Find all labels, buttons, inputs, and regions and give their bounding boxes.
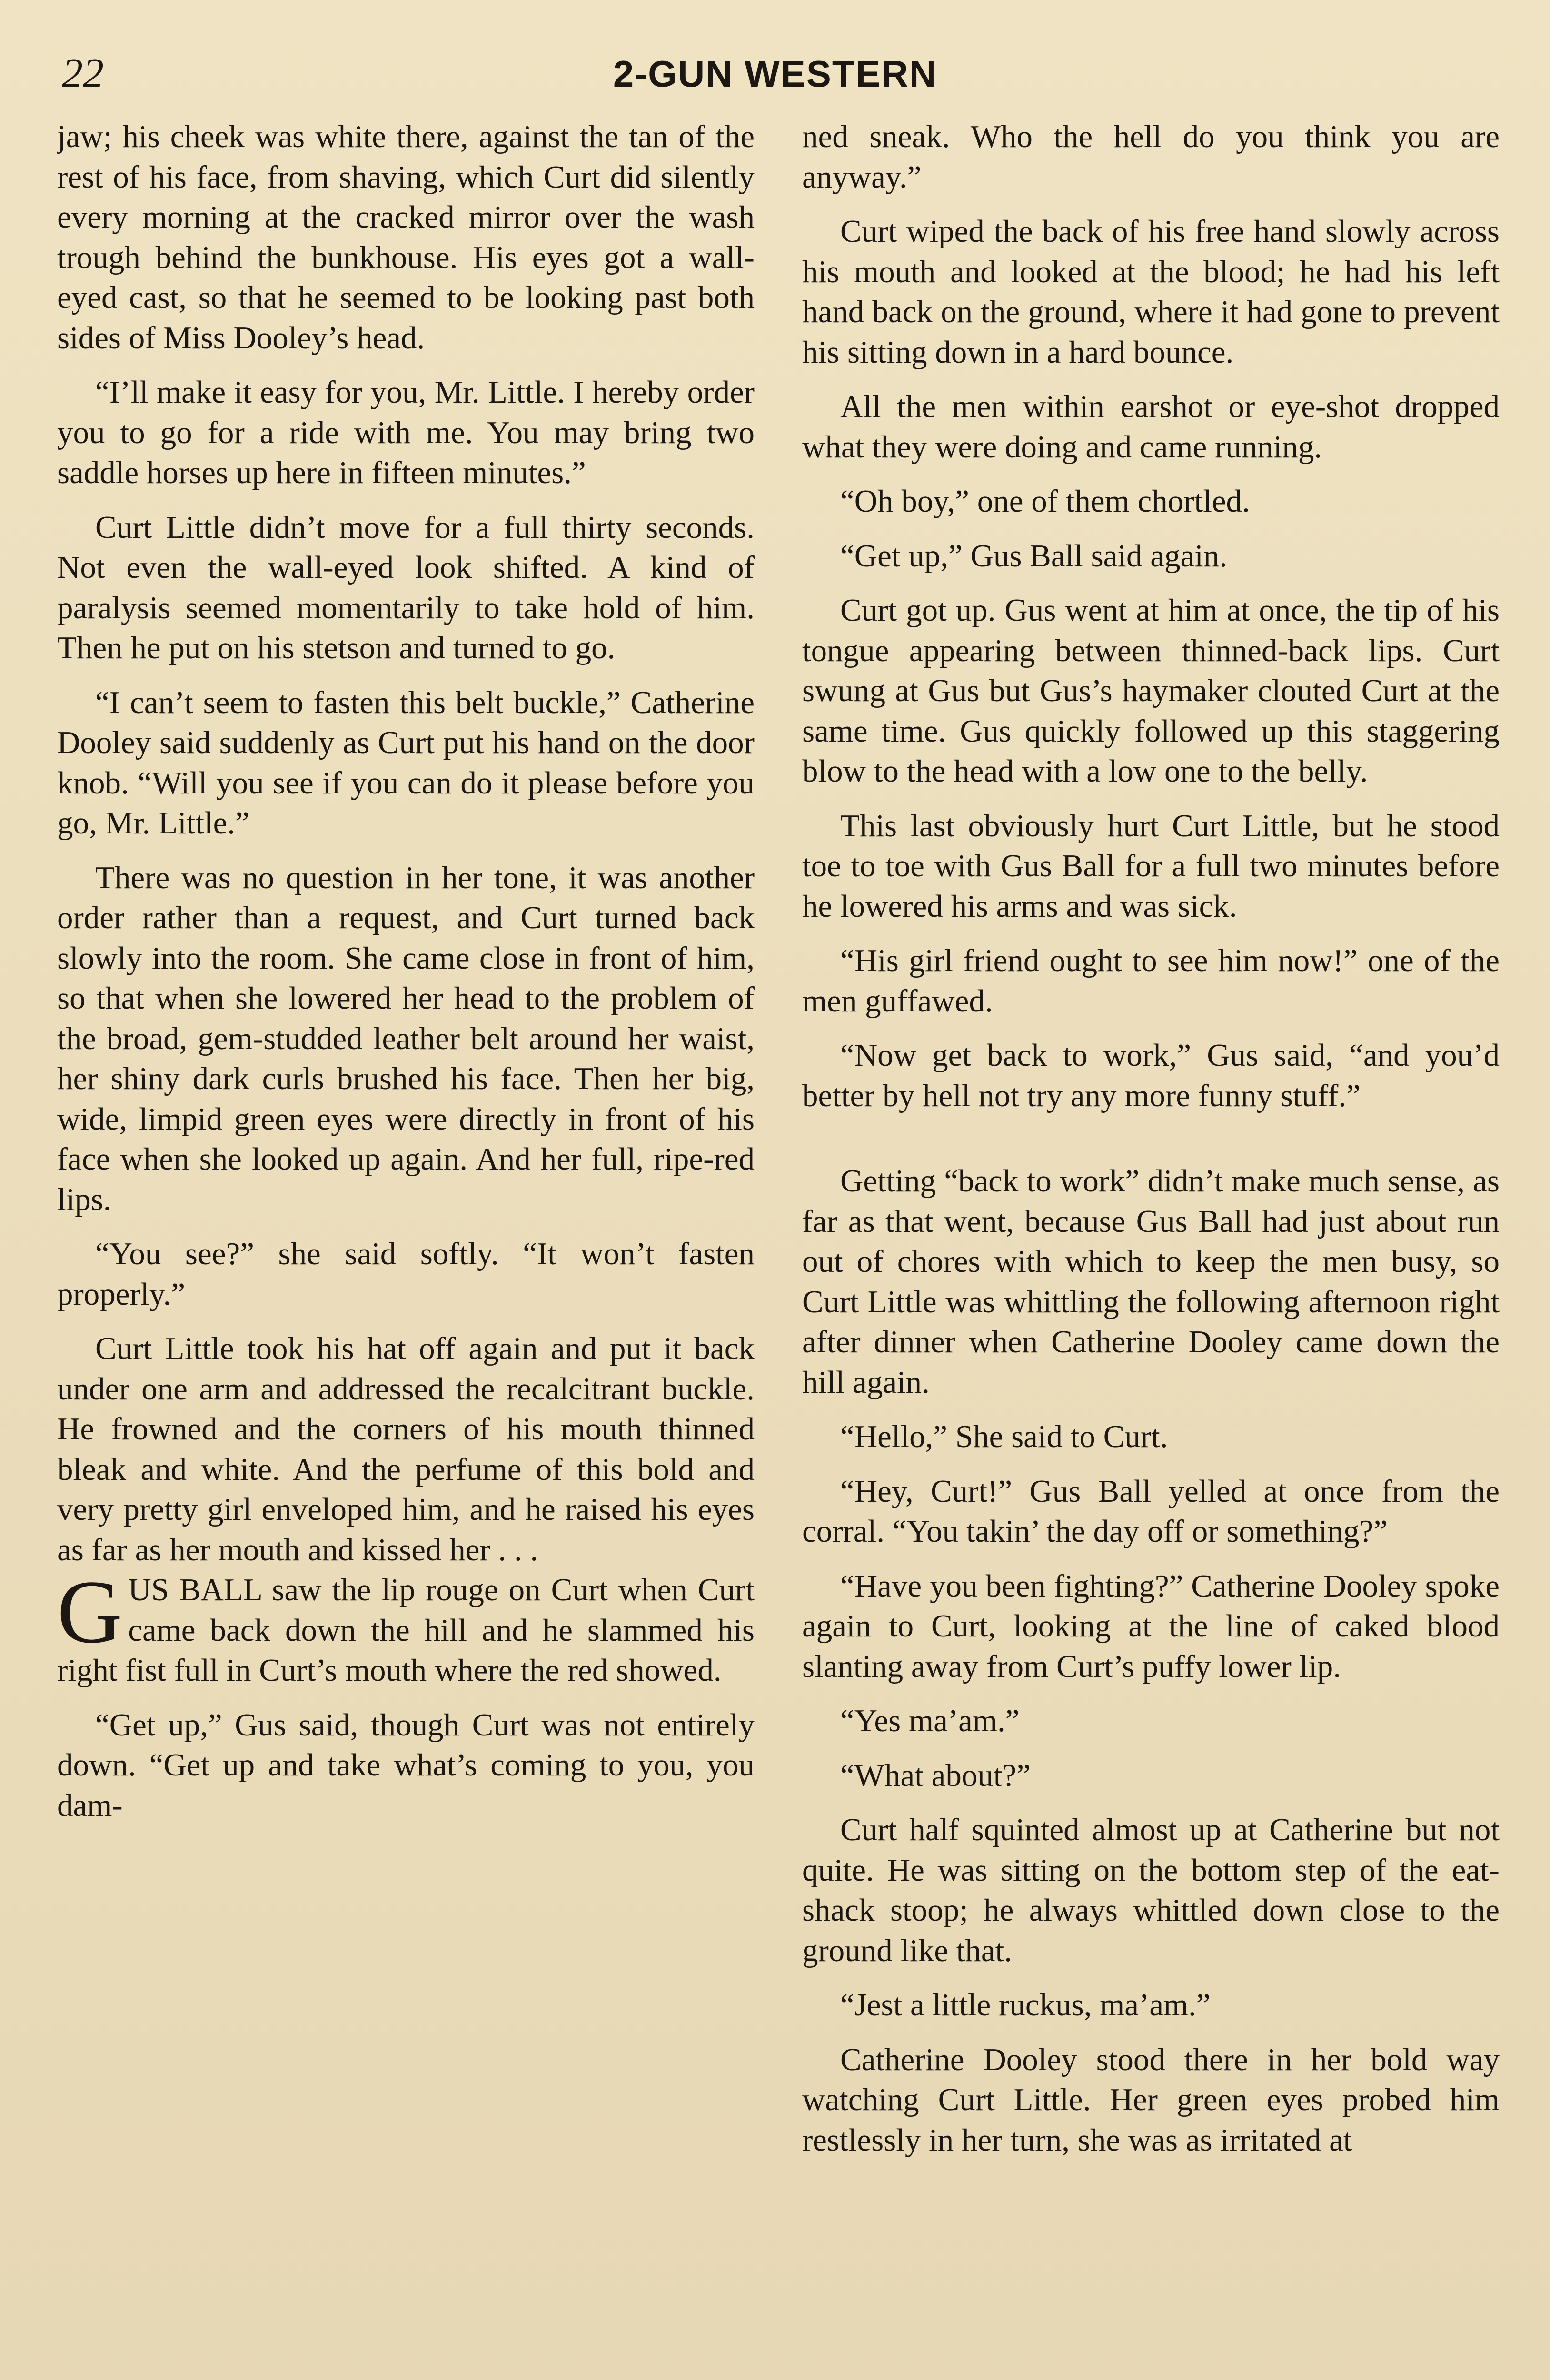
paragraph: Curt Little didn’t move for a full thirty seconds. Not even the wall-eyed look shifted. A kind of paralysis seemed momentarily to take hold of him. Then he put on his stetson and turned to go. (57, 509, 755, 665)
paragraph: “Oh boy,” one of them chortled. (840, 484, 1250, 519)
paragraph: There was no question in her tone, it was another order rather than a request, and Curt turned back slowly into the room. She came close in front of him, so that when she lowered her head to the problem of the broad, gem-studded leather belt around her waist, her shiny dark curls brushed his face. Then her big, wide, limpid green eyes were directly in front of his face when she looked up again. And her full, ripe-red lips. (57, 860, 755, 1217)
paragraph: Getting “back to work” didn’t make much sense, as far as that went, because Gus Ball had just about run out of chores with which to keep the men busy, so Curt Little was whittling the following afternoon right after dinner when Catherine Dooley came down the hill again. (802, 1163, 1500, 1400)
paragraph: “Get up,” Gus Ball said again. (840, 538, 1228, 574)
paragraph: “Yes ma’am.” (840, 1703, 1020, 1738)
paragraph: “What about?” (840, 1757, 1031, 1793)
left-column (57, 117, 755, 2380)
paragraph: “Get up,” Gus said, though Curt was not entirely down. “Get up and take what’s coming to you, you dam- (57, 1707, 755, 1823)
paragraph: ned sneak. Who the hell do you think you are anyway.” (802, 119, 1500, 195)
paragraph: “I’ll make it easy for you, Mr. Little. I hereby order you to go for a ride with me. You may bring two saddle horses up here in fifteen minutes.” (57, 375, 755, 490)
section-opening-paragraph (57, 1562, 755, 1691)
paragraph: Curt half squinted almost up at Catherine but not quite. He was sitting on the bottom step of the eat-shack stoop; he always whittled down close to the ground like that. (802, 1812, 1500, 1968)
page-header (0, 48, 1550, 100)
magazine-title: 2-GUN WESTERN (613, 53, 937, 95)
text-columns (57, 117, 1500, 2380)
right-column (802, 117, 1500, 2380)
paragraph: “Hello,” She said to Curt. (840, 1419, 1168, 1454)
paragraph: “Have you been fighting?” Catherine Dooley spoke again to Curt, looking at the line of caked blood slanting away from Curt’s puffy lower lip. (802, 1568, 1500, 1684)
paragraph: jaw; his cheek was white there, against the tan of the rest of his face, from shaving, which Curt did silently every morning at the cracked mirror over the wash trough behind the bunkhouse. His eyes got a wall-eyed cast, so that he seemed to be looking past both sides of Miss Dooley’s head. (57, 119, 755, 356)
paragraph: “Now get back to work,” Gus said, “and you’d better by hell not try any more funny stuff.” (802, 1038, 1500, 1113)
paragraph: “Hey, Curt!” Gus Ball yelled at once from the corral. “You takin’ the day off or something?” (802, 1473, 1500, 1549)
paragraph: “His girl friend ought to see him now!” one of the men guffawed. (802, 943, 1500, 1019)
paragraph: Curt Little took his hat off again and put it back under one arm and addressed the recalcitrant buckle. He frowned and the corners of his mouth thinned bleak and white. And the perfume of this bold and very pretty girl enveloped him, and he raised his eyes as far as her mouth and kissed her . . . (57, 1331, 755, 1567)
paragraph: Curt got up. Gus went at him at once, the tip of his tongue appearing between thinned-back lips. Curt swung at Gus but Gus’s haymaker clouted Curt at the same time. Gus quickly followed up this staggering blow to the head with a low one to the belly. (802, 593, 1500, 789)
paragraph: Catherine Dooley stood there in her bold way watching Curt Little. Her green eyes probed him restlessly in her turn, she was as irritated at (802, 2042, 1500, 2158)
page-number: 22 (62, 50, 104, 97)
paragraph: “You see?” she said softly. “It won’t fasten properly.” (57, 1236, 755, 1312)
section-opening-text: US BALL saw the lip rouge on Curt when Curt came back down the hill and he slammed his right fist full in Curt’s mouth where the red showed. (57, 1572, 755, 1688)
paragraph: All the men within earshot or eye-shot dropped what they were doing and came running. (802, 389, 1500, 465)
paragraph: “Jest a little ruckus, ma’am.” (840, 1987, 1211, 2023)
drop-cap-letter: G (57, 1562, 123, 1662)
paragraph: Curt wiped the back of his free hand slowly across his mouth and looked at the blood; he had his left hand back on the ground, where it had gone to prevent his sitting down in a hard bounce. (802, 214, 1500, 370)
paragraph: This last obviously hurt Curt Little, but he stood toe to toe with Gus Ball for a full two minutes before he lowered his arms and was sick. (802, 808, 1500, 924)
paragraph: “I can’t seem to fasten this belt buckle,” Catherine Dooley said suddenly as Curt put his hand on the door knob. “Will you see if you can do it please before you go, Mr. Little.” (57, 684, 755, 841)
